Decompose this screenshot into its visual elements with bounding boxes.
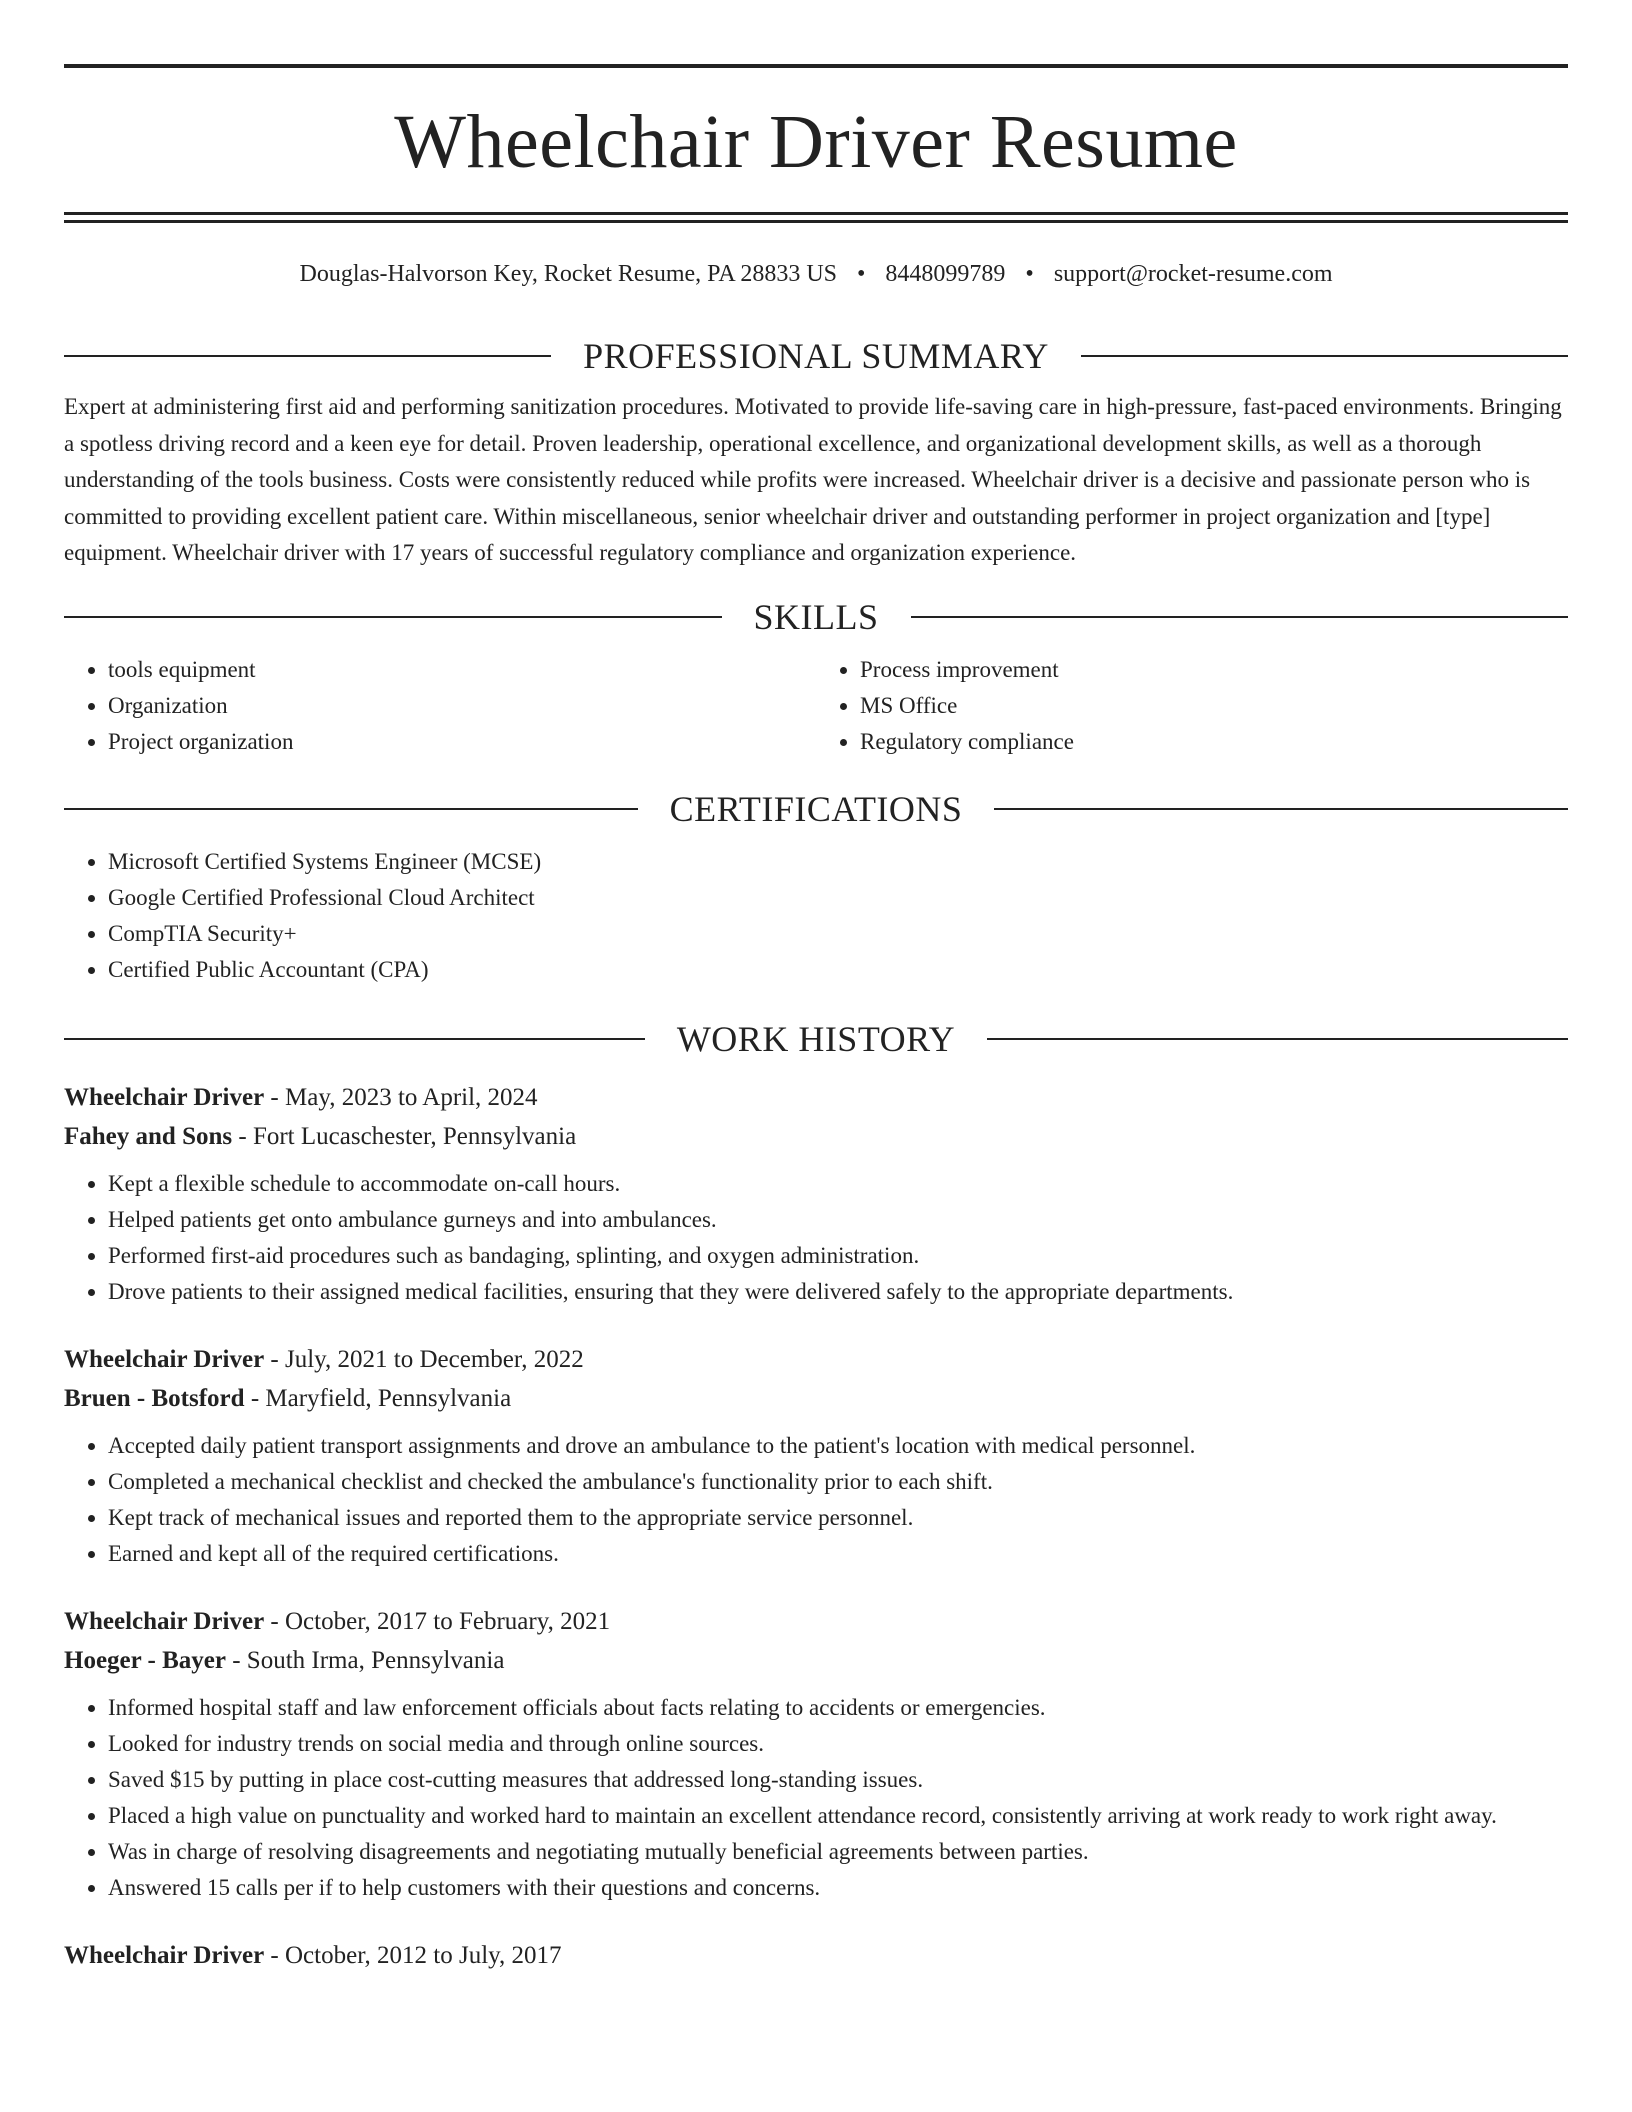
job-duty-item: • Performed first-aid procedures such as bandaging, splinting, and oxygen administration. [108, 1238, 1568, 1274]
job-dates: - May, 2023 to April, 2024 [264, 1083, 538, 1111]
divider-line [911, 616, 1569, 618]
job-duties-list [64, 1428, 1568, 1572]
job-title: Wheelchair Driver [64, 1083, 265, 1111]
section-header-summary [64, 333, 1568, 379]
certification-item: • Microsoft Certified Systems Engineer (MCSE) [108, 844, 1568, 880]
divider-line [64, 616, 722, 618]
section-title-summary: PROFESSIONAL SUMMARY [583, 336, 1049, 376]
divider-line [1081, 355, 1568, 357]
section-title-skills: SKILLS [753, 596, 879, 637]
job-duty-item: • Drove patients to their assigned medical facilities, ensuring that they were delivered safely to the appropriate departments. [108, 1274, 1568, 1310]
skill-item: • Organization [108, 688, 816, 724]
job-entry [64, 1602, 1568, 1906]
skill-item: • MS Office [860, 688, 1568, 724]
certification-item: • Certified Public Accountant (CPA) [108, 952, 1568, 988]
skill-item: • Project organization [108, 724, 816, 760]
contact-separator: • [1025, 261, 1034, 287]
job-dates: - October, 2017 to February, 2021 [264, 1607, 611, 1635]
top-rule [64, 64, 1568, 68]
job-duty-item: • Placed a high value on punctuality and worked hard to maintain an excellent attendance record, consistently arriving at work ready to work right away. [108, 1798, 1568, 1834]
job-duty-item: • Earned and kept all of the required certifications. [108, 1536, 1568, 1572]
certification-item: • Google Certified Professional Cloud Architect [108, 880, 1568, 916]
job-title-line [64, 1936, 1568, 1975]
certification-item: • CompTIA Security+ [108, 916, 1568, 952]
contact-email: support@rocket-resume.com [1053, 261, 1333, 287]
job-duty-item: • Kept a flexible schedule to accommodate on-call hours. [108, 1166, 1568, 1202]
job-company-line [64, 1641, 1568, 1680]
skills-list-left [64, 652, 816, 760]
skill-item: • Process improvement [860, 652, 1568, 688]
job-company: Hoeger - Bayer [64, 1646, 226, 1674]
divider-line [64, 808, 638, 810]
skill-item: • tools equipment [108, 652, 816, 688]
job-duty-item: • Kept track of mechanical issues and reported them to the appropriate service personnel. [108, 1500, 1568, 1536]
professional-summary-text: Expert at administering first aid and performing sanitization procedures. Motivated to provide life-saving care in high-pressure, fast-paced environments. Bringing a spotless driving record and a keen eye for detail. Proven leadership, operational excellence, and organizational development skills, as well as a thorough understanding of the tools business. Costs were consistently reduced while profits were increased. Wheelchair driver is a decisive and passionate person who is committed to providing excellent patient care. Within miscellaneous, senior wheelchair driver and outstanding performer in project organization and [type] equipment. Wheelchair driver with 17 years of successful regulatory compliance and organization experience. [64, 394, 1562, 565]
resume-page [64, 64, 1568, 1975]
job-location: - Fort Lucaschester, Pennsylvania [232, 1122, 577, 1150]
job-duty-item: • Saved $15 by putting in place cost-cutting measures that addressed long-standing issues. [108, 1762, 1568, 1798]
title-double-rule [64, 212, 1568, 223]
job-entry [64, 1936, 1568, 1975]
job-title-line [64, 1340, 1568, 1379]
certifications-list [64, 844, 1568, 988]
section-title-certifications: CERTIFICATIONS [669, 788, 963, 829]
job-duty-item: • Was in charge of resolving disagreements and negotiating mutually beneficial agreements between parties. [108, 1834, 1568, 1870]
job-title: Wheelchair Driver [64, 1345, 265, 1373]
job-duty-item: • Informed hospital staff and law enforcement officials about facts relating to accidents or emergencies. [108, 1690, 1568, 1726]
divider-line [64, 355, 551, 357]
contact-separator: • [857, 261, 866, 287]
section-title-work: WORK HISTORY [676, 1018, 956, 1059]
job-duties-list [64, 1690, 1568, 1906]
skills-list-right [816, 652, 1568, 760]
job-title: Wheelchair Driver [64, 1941, 265, 1969]
job-duty-item: • Looked for industry trends on social media and through online sources. [108, 1726, 1568, 1762]
job-company: Fahey and Sons [64, 1122, 233, 1150]
section-header-skills [64, 594, 1568, 640]
divider-line [987, 1038, 1568, 1040]
job-location: - Maryfield, Pennsylvania [244, 1384, 512, 1412]
contact-line [64, 259, 1568, 289]
job-location: - South Irma, Pennsylvania [225, 1646, 505, 1674]
skill-item: • Regulatory compliance [860, 724, 1568, 760]
job-company-line [64, 1379, 1568, 1418]
job-title-line [64, 1602, 1568, 1641]
job-dates: - October, 2012 to July, 2017 [264, 1941, 562, 1969]
section-header-certifications [64, 786, 1568, 832]
job-duty-item: • Completed a mechanical checklist and checked the ambulance's functionality prior to each shift. [108, 1464, 1568, 1500]
section-header-work [64, 1016, 1568, 1062]
job-duty-item: • Accepted daily patient transport assignments and drove an ambulance to the patient's location with medical personnel. [108, 1428, 1568, 1464]
divider-line [64, 1038, 645, 1040]
job-entry [64, 1078, 1568, 1310]
job-company: Bruen - Botsford [64, 1384, 245, 1412]
job-duty-item: • Answered 15 calls per if to help customers with their questions and concerns. [108, 1870, 1568, 1906]
skills-grid [64, 652, 1568, 760]
job-duties-list [64, 1166, 1568, 1310]
job-company-line [64, 1117, 1568, 1156]
job-title-line [64, 1078, 1568, 1117]
contact-address: Douglas-Halvorson Key, Rocket Resume, PA 28833 US [299, 261, 838, 287]
divider-line [994, 808, 1568, 810]
job-title: Wheelchair Driver [64, 1607, 265, 1635]
resume-title: Wheelchair Driver Resume [394, 100, 1238, 184]
contact-phone: 8448099789 [885, 261, 1006, 287]
work-history-list [64, 1078, 1568, 1975]
job-duty-item: • Helped patients get onto ambulance gurneys and into ambulances. [108, 1202, 1568, 1238]
job-dates: - July, 2021 to December, 2022 [264, 1345, 584, 1373]
job-entry [64, 1340, 1568, 1572]
